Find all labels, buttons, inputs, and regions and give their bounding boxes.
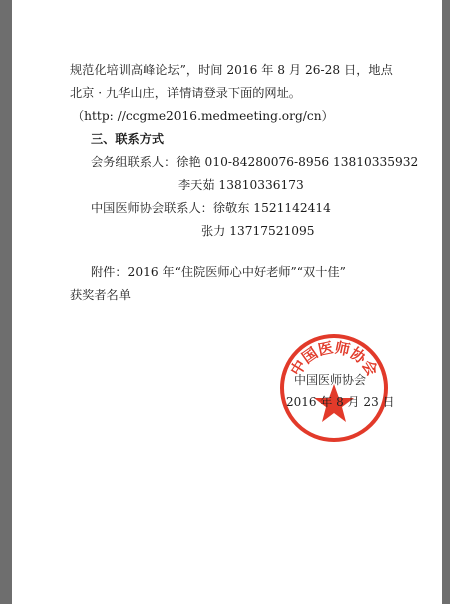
official-seal-icon — [278, 332, 390, 444]
body-text-line: 北京 · 九华山庄，详情请登录下面的网址。 — [70, 86, 301, 100]
attachment-line: 附件：2016 年“住院医师心中好老师”“双十佳” — [91, 265, 346, 279]
signature-org: 中国医师协会 — [294, 373, 367, 387]
seal-text: 中国医师协会 — [286, 338, 382, 380]
section-heading: 三、联系方式 — [91, 132, 165, 146]
attachment-line: 获奖者名单 — [70, 288, 131, 302]
url-line: （http: //ccgme2016.medmeeting.org/cn） — [72, 109, 334, 123]
contact-line: 李天茹 13810336173 — [178, 178, 304, 192]
contact-line: 张力 13717521095 — [201, 224, 315, 238]
contact-line: 中国医师协会联系人：徐敬东 1521142414 — [91, 201, 331, 215]
contact-line: 会务组联系人：徐艳 010-84280076-8956 13810335932 — [91, 155, 419, 169]
body-text-line: 规范化培训高峰论坛”，时间 2016 年 8 月 26-28 日，地点 — [70, 63, 393, 77]
signature-date: 2016 年 8 月 23 日 — [286, 395, 395, 409]
document-page — [12, 0, 442, 604]
